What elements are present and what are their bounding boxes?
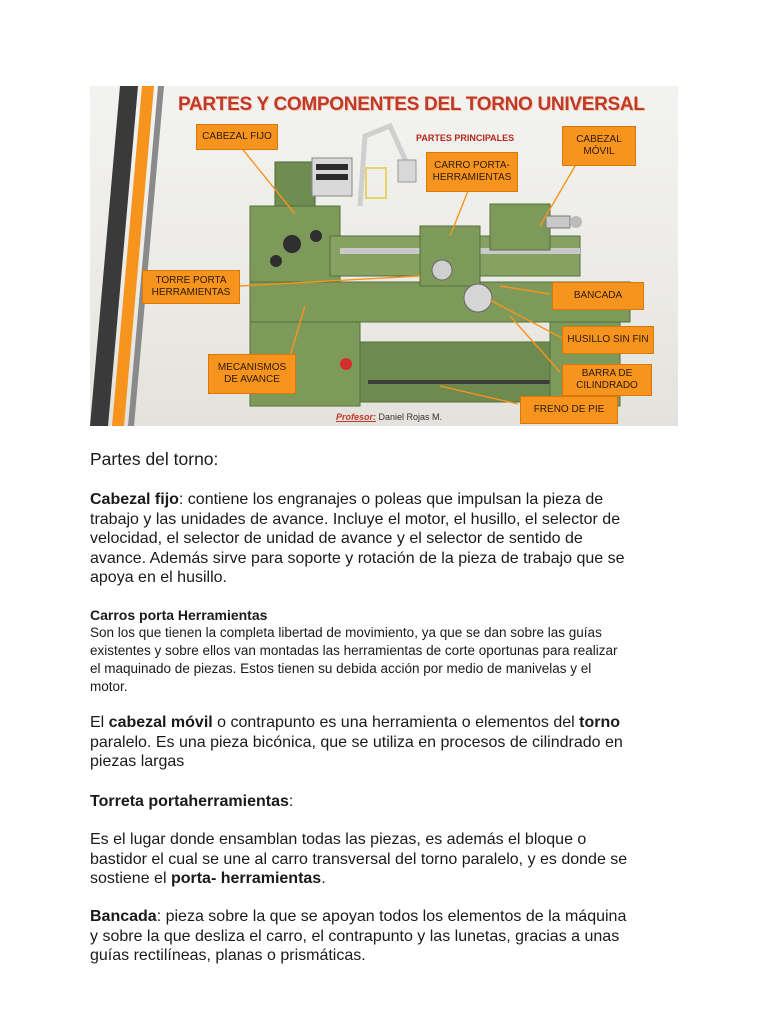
torreta-colon: :: [288, 793, 294, 810]
carros-heading: Carros porta Herramientas: [90, 607, 268, 623]
paragraph-cabezal-fijo: [90, 490, 630, 588]
term-torreta: Torreta portaherramientas: [90, 793, 289, 810]
paragraph-torreta: [90, 830, 630, 889]
figure-subtitle: PARTES PRINCIPALES: [416, 133, 515, 143]
torreta-body-end: .: [321, 870, 326, 887]
label-freno: FRENO DE PIE: [520, 396, 618, 424]
label-carro-porta: CARRO PORTA- HERRAMIENTAS: [426, 152, 518, 192]
cabezal-movil-rest: paralelo. Es una pieza bicónica, que se utiliza en procesos de cilindrado en piezas largas: [90, 733, 623, 770]
label-cabezal-fijo: CABEZAL FIJO: [196, 124, 278, 150]
figure-credit: [336, 412, 442, 422]
term-porta-herramientas: porta- herramientas: [170, 870, 322, 887]
label-cabezal-movil: CABEZAL MÓVIL: [562, 126, 636, 166]
section-heading: [90, 448, 630, 470]
label-mecanismos: MECANISMOS DE AVANCE: [208, 354, 296, 394]
paragraph-bancada: [90, 907, 630, 966]
credit-label: Profesor:: [336, 412, 377, 422]
bancada-text: : pieza sobre la que se apoyan todos los elementos de la máquina y sobre la que desliza el carro, el contrapunto y las lunetas, gracias a unas guías rectilíneas, planas o prismáticas.: [90, 908, 627, 964]
carros-body: Son los que tienen la completa libertad de movimiento, ya que se dan sobre las guías existentes y sobre ellos van montadas las herramientas de corte oportunas para realizar el maquinado de piezas. Estos tienen su debida acción por medio de manivelas y el motor.: [90, 625, 618, 694]
term-torno: torno: [579, 714, 621, 731]
figure-title: PARTES Y COMPONENTES DEL TORNO UNIVERSAL: [178, 94, 645, 115]
credit-name: Daniel Rojas M.: [378, 412, 443, 422]
term-cabezal-movil: cabezal móvil: [108, 714, 213, 731]
label-torre-porta: TORRE PORTA HERRAMIENTAS: [142, 270, 240, 304]
heading-torreta: [90, 792, 630, 812]
torreta-body-pre: Es el lugar donde ensamblan todas las piezas, es además el bloque o bastidor el cual se une al carro transversal del torno paralelo, y es donde se sostiene el: [90, 831, 628, 887]
section-carros: [90, 606, 630, 696]
label-barra: BARRA DE CILINDRADO: [562, 364, 652, 396]
label-husillo: HUSILLO SIN FIN: [562, 326, 654, 354]
cabezal-movil-pre: El: [90, 714, 109, 731]
term-bancada: Bancada: [90, 908, 157, 925]
paragraph-cabezal-movil: [90, 713, 630, 772]
term-cabezal-fijo: Cabezal fijo: [90, 491, 179, 508]
cabezal-movil-mid: o contrapunto es una herramienta o elementos del: [212, 714, 580, 731]
heading-text: Partes del torno:: [90, 449, 219, 469]
cabezal-fijo-text: : contiene los engranajes o poleas que impulsan la pieza de trabajo y las unidades de avance. Incluye el motor, el husillo, el selector de velocidad, el selector de unidad de avance y el selector de sentido de avance. Además sirve para soporte y rotación de la pieza de trabajo que se apoya en el husillo.: [90, 491, 625, 586]
lathe-diagram-figure: [90, 86, 678, 426]
label-bancada: BANCADA: [552, 282, 644, 310]
